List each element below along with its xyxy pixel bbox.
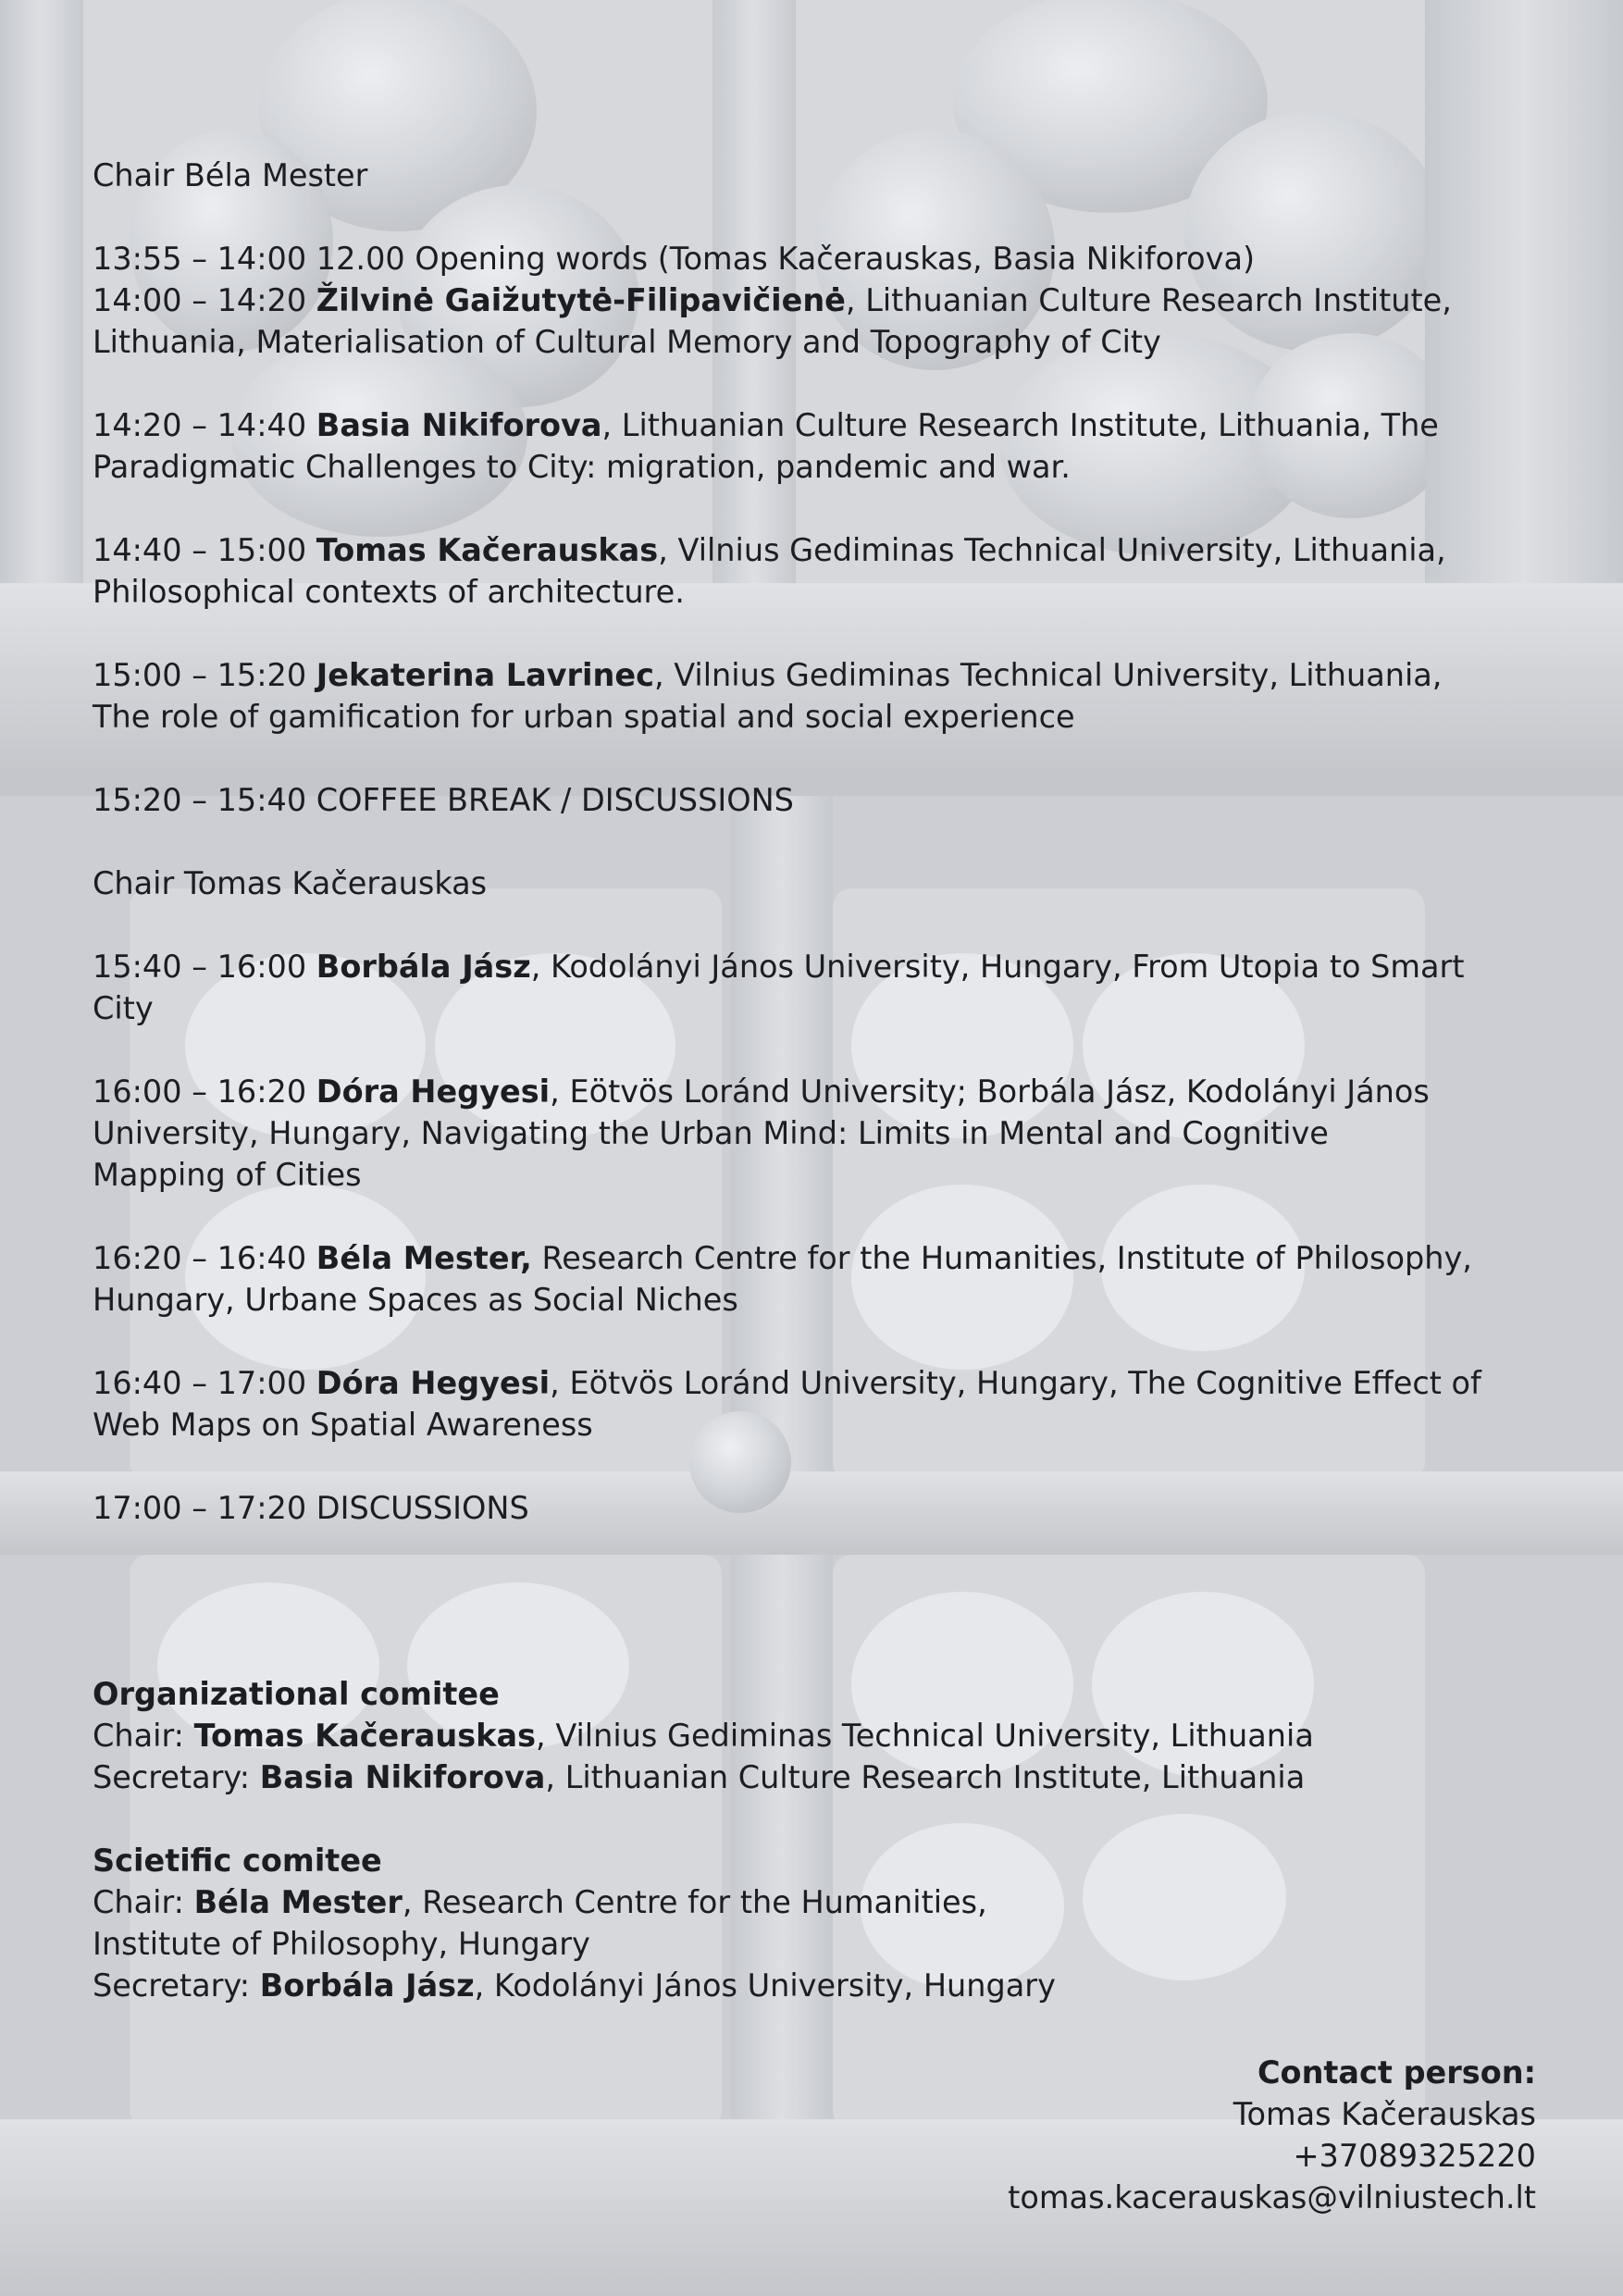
org-chair-label: Chair:: [93, 1718, 194, 1754]
item-text: Research Centre for the Humanities, Institute of Philosophy,: [531, 1240, 1472, 1276]
org-chair-name: Tomas Kačerauskas: [193, 1718, 537, 1754]
item-speaker: Žilvinė Gaižutytė-Filipavičienė: [316, 282, 846, 318]
session-1-chair: Chair Béla Mester: [93, 157, 368, 193]
item-time: 16:40 – 17:00: [93, 1365, 307, 1401]
contact-email[interactable]: tomas.kacerauskas@vilniustech.lt: [1008, 2179, 1536, 2215]
item-speaker: Borbála Jász: [316, 949, 531, 985]
item-text: 12.00 Opening words (Tomas Kačerauskas, Basia Nikiforova): [316, 241, 1256, 277]
item-text: , Lithuanian Culture Research Institute,: [845, 282, 1452, 318]
item-speaker: Basia Nikiforova: [316, 407, 602, 443]
item-speaker: Jekaterina Lavrinec: [316, 657, 654, 693]
contact-heading: Contact person:: [1257, 2054, 1536, 2091]
coffee-break: 15:20 – 15:40 COFFEE BREAK / DISCUSSIONS: [93, 782, 794, 818]
programme-item: [93, 1071, 1536, 1196]
item-time: 14:00 – 14:20: [93, 282, 307, 318]
org-secretary-name: Basia Nikiforova: [259, 1759, 546, 1795]
item-text: , Kodolányi János University, Hungary, From Utopia to Smart: [530, 949, 1465, 985]
item-time: 15:00 – 15:20: [93, 657, 307, 693]
sci-secretary-name: Borbála Jász: [259, 1967, 475, 2004]
programme-item: [93, 1362, 1536, 1446]
programme-item: [93, 654, 1536, 738]
item-text-line2: Web Maps on Spatial Awareness: [93, 1407, 593, 1443]
item-text-line2: University, Hungary, Navigating the Urban Mind: Limits in Mental and Cognitive: [93, 1115, 1329, 1151]
item-time: 14:40 – 15:00: [93, 532, 307, 568]
item-text-line3: Mapping of Cities: [93, 1157, 362, 1193]
session-2-chair: Chair Tomas Kačerauskas: [93, 865, 488, 901]
item-text: , Eötvös Loránd University, Hungary, The Cognitive Effect of: [550, 1365, 1481, 1401]
item-speaker: Dóra Hegyesi: [316, 1365, 551, 1401]
programme-item: [93, 946, 1536, 1029]
item-text: , Eötvös Loránd University; Borbála Jász, Kodolányi János: [550, 1074, 1430, 1110]
item-speaker: Tomas Kačerauskas: [316, 532, 659, 568]
item-text-line2: Paradigmatic Challenges to City: migration, pandemic and war.: [93, 449, 1071, 485]
programme-item: [93, 529, 1536, 613]
scientific-committee: [93, 1840, 1536, 2006]
org-heading: Organizational comitee: [93, 1676, 500, 1712]
sci-chair-label: Chair:: [93, 1884, 194, 1920]
item-time: 13:55 – 14:00: [93, 241, 307, 277]
item-time: 16:00 – 16:20: [93, 1074, 307, 1110]
item-text-line2: Hungary, Urbane Spaces as Social Niches: [93, 1282, 738, 1318]
item-text-line2: Philosophical contexts of architecture.: [93, 574, 685, 610]
item-speaker: Béla Mester,: [316, 1240, 532, 1276]
item-text-line2: Lithuania, Materialisation of Cultural Memory and Topography of City: [93, 324, 1161, 360]
contact-block: [1008, 2052, 1536, 2218]
contact-phone[interactable]: +37089325220: [1293, 2138, 1536, 2174]
sci-chair-affiliation: , Research Centre for the Humanities,: [402, 1884, 987, 1920]
contact-name: Tomas Kačerauskas: [1233, 2096, 1536, 2132]
item-time: 14:20 – 14:40: [93, 407, 307, 443]
item-text-line2: The role of gamification for urban spatial and social experience: [93, 699, 1075, 735]
programme-item: [93, 404, 1536, 488]
item-time: 15:40 – 16:00: [93, 949, 307, 985]
sci-heading: Scietific comitee: [93, 1843, 382, 1879]
organizational-committee: [93, 1673, 1536, 1798]
item-text: , Lithuanian Culture Research Institute, Lithuania, The: [601, 407, 1439, 443]
sci-secretary-affiliation: , Kodolányi János University, Hungary: [474, 1967, 1056, 2004]
org-secretary-affiliation: , Lithuanian Culture Research Institute, Lithuania: [545, 1759, 1306, 1795]
programme-item: [93, 279, 1536, 363]
item-speaker: Dóra Hegyesi: [316, 1074, 551, 1110]
sci-chair-affiliation-line2: Institute of Philosophy, Hungary: [93, 1926, 590, 1962]
programme-item: [93, 238, 1536, 279]
item-text: , Vilnius Gediminas Technical University, Lithuania,: [653, 657, 1443, 693]
closing-discussions: 17:00 – 17:20 DISCUSSIONS: [93, 1490, 529, 1526]
programme-item: [93, 1237, 1536, 1321]
sci-secretary-label: Secretary:: [93, 1967, 260, 2004]
item-text-line2: City: [93, 990, 154, 1026]
org-secretary-label: Secretary:: [93, 1759, 260, 1795]
item-time: 16:20 – 16:40: [93, 1240, 307, 1276]
sci-chair-name: Béla Mester: [193, 1884, 403, 1920]
item-text: , Vilnius Gediminas Technical University, Lithuania,: [658, 532, 1446, 568]
org-chair-affiliation: , Vilnius Gediminas Technical University, Lithuania: [536, 1718, 1314, 1754]
